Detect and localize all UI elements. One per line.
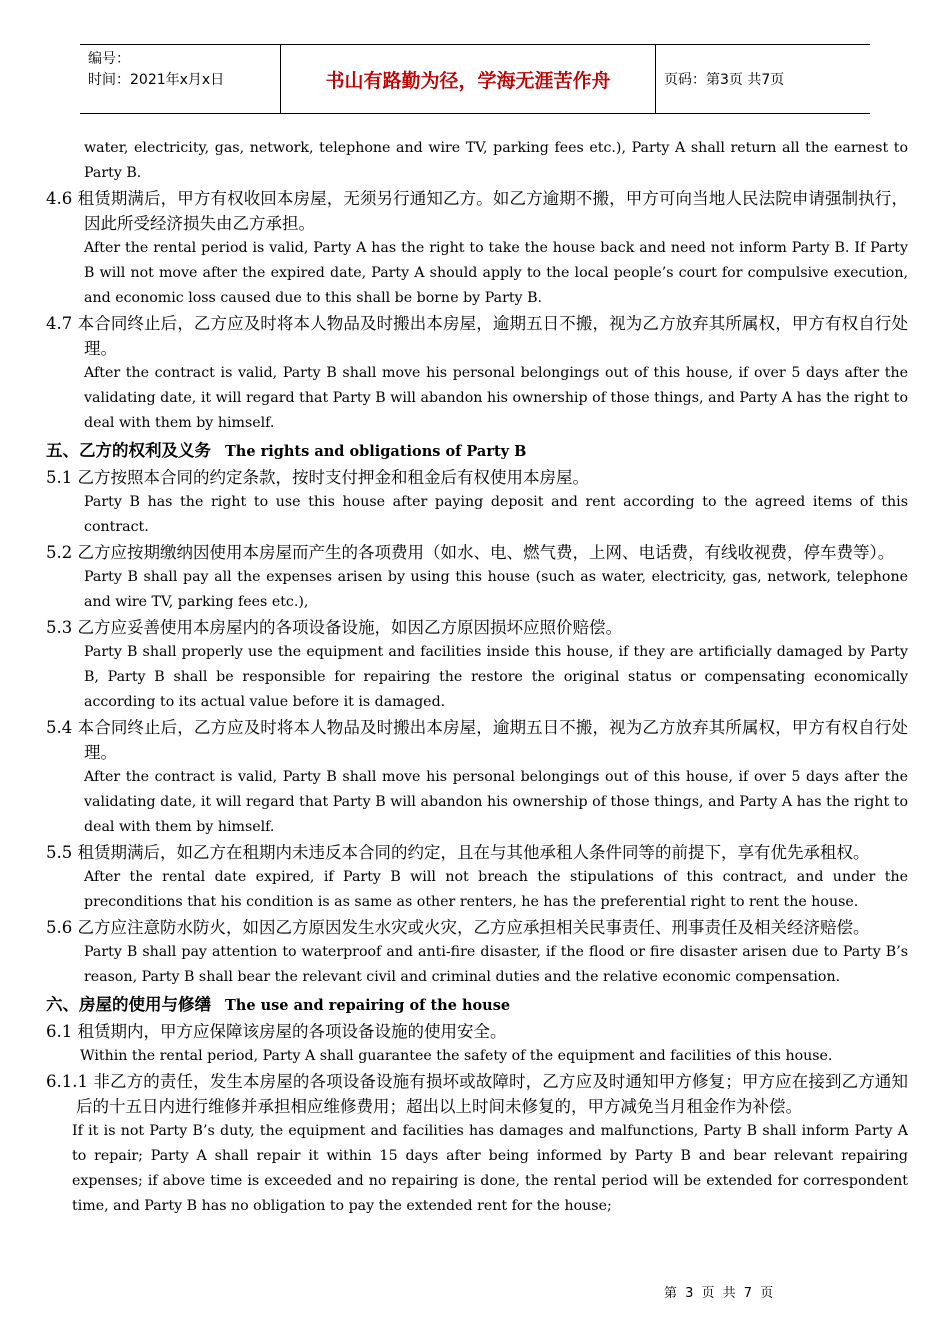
section-6-title-zh: 六、房屋的使用与修缮 [46,995,211,1014]
clause-6-1-1-en: If it is not Party B’s duty, the equipment and facilities has damages and malfunctions, Party B shall inform Party A to repair; Party A shall repair it within 15 days after being informed by Party B and bear relevant repairing expenses; if above time is exceeded and no repairing is done, the rental period will be extended for correspondent time, and Party B has no obligation to pay the extended rent for the house; [72,1123,908,1214]
clause-5-1-zh: 5.1 乙方按照本合同的约定条款，按时支付押金和租金后有权使用本房屋。 [46,468,589,487]
clause-4-6-en: After the rental period is valid, Party A has the right to take the house back and need not inform Party B. If Party B will not move after the expired date, Party A should apply to the local people’s court for compulsive execution, and economic loss caused due to this shall be borne by Party B. [84,240,908,306]
clause-5-5-zh: 5.5 租赁期满后，如乙方在租期内未违反本合同的约定，且在与其他承租人条件同等的前提下，享有优先承租权。 [46,843,870,862]
document-header [80,44,870,114]
page-footer: 第 3 页 共 7 页 [664,1286,776,1301]
number-label: 编号： [88,51,130,67]
section-5-title-en: The rights and obligations of Party B [225,443,527,460]
header-page-info: 页码：第3页 共7页 [664,72,785,88]
clause-5-6-zh: 5.6 乙方应注意防水防火，如因乙方原因发生水灾或火灾，乙方应承担相关民事责任、刑事责任及相关经济赔偿。 [46,918,870,937]
section-5-title-zh: 五、乙方的权利及义务 [46,441,211,460]
clause-5-3-en: Party B shall properly use the equipment and facilities inside this house, if they are artificially damaged by Party B, Party B shall be responsible for repairing the restore the original status or compensating economically according to its actual value before it is damaged. [84,644,908,710]
clause-5-4-zh: 5.4 本合同终止后，乙方应及时将本人物品及时搬出本房屋，逾期五日不搬，视为乙方放弃其所属权，甲方有权自行处理。 [46,718,908,762]
clause-5-2-zh: 5.2 乙方应按期缴纳因使用本房屋而产生的各项费用（如水、电、燃气费，上网、电话费，有线收视费，停车费等）。 [46,543,895,562]
clause-4-6-zh: 4.6 租赁期满后，甲方有权收回本房屋，无须另行通知乙方。如乙方逾期不搬，甲方可向当地人民法院申请强制执行，因此所受经济损失由乙方承担。 [46,189,908,233]
clause-5-4-en: After the contract is valid, Party B shall move his personal belongings out of this house, if over 5 days after the validating date, it will regard that Party B will abandon his ownership of those things, and Party A has the right to deal with them by himself. [84,769,908,835]
clause-5-2-en: Party B shall pay all the expenses arisen by using this house (such as water, electricity, gas, network, telephone and wire TV, parking fees etc.), [84,569,908,610]
header-meta [80,45,280,113]
section-6-heading [46,992,908,1019]
document-body [46,136,908,1219]
section-5-heading [46,438,908,465]
clause-4-7-zh: 4.7 本合同终止后，乙方应及时将本人物品及时搬出本房屋，逾期五日不搬，视为乙方放弃其所属权，甲方有权自行处理。 [46,314,908,358]
section-6-title-en: The use and repairing of the house [225,997,511,1014]
clause-5-1-en: Party B has the right to use this house after paying deposit and rent according to the agreed items of this contract. [84,494,908,535]
clause-6-1-1-zh: 6.1.1 非乙方的责任，发生本房屋的各项设备设施有损坏或故障时，乙方应及时通知甲方修复；甲方应在接到乙方通知后的十五日内进行维修并承担相应维修费用；超出以上时间未修复的，甲方减免当月租金作为补偿。 [46,1072,908,1116]
header-motto: 书山有路勤为径，学海无涯苦作舟 [280,45,656,113]
clause-5-6-en: Party B shall pay attention to waterproof and anti-fire disaster, if the flood or fire disaster arisen due to Party B’s reason, Party B shall bear the relevant civil and criminal duties and the relative economic compensation. [84,944,908,985]
time-label: 时间：2021年x月x日 [88,72,225,88]
clause-6-1-zh: 6.1 租赁期内，甲方应保障该房屋的各项设备设施的使用安全。 [46,1022,507,1041]
clause-5-3-zh: 5.3 乙方应妥善使用本房屋内的各项设备设施，如因乙方原因损坏应照价赔偿。 [46,618,622,637]
paragraph-en: water, electricity, gas, network, telephone and wire TV, parking fees etc.), Party A shall return all the earnest to Party B. [84,140,908,181]
clause-4-7-en: After the contract is valid, Party B shall move his personal belongings out of this house, if over 5 days after the validating date, it will regard that Party B will abandon his ownership of those things, and Party A has the right to deal with them by himself. [84,365,908,431]
clause-6-1-en: Within the rental period, Party A shall guarantee the safety of the equipment and facilities of this house. [80,1048,833,1064]
clause-5-5-en: After the rental date expired, if Party B will not breach the stipulations of this contract, and under the preconditions that his condition is as same as other renters, he has the preferential right to rent the house. [84,869,908,910]
